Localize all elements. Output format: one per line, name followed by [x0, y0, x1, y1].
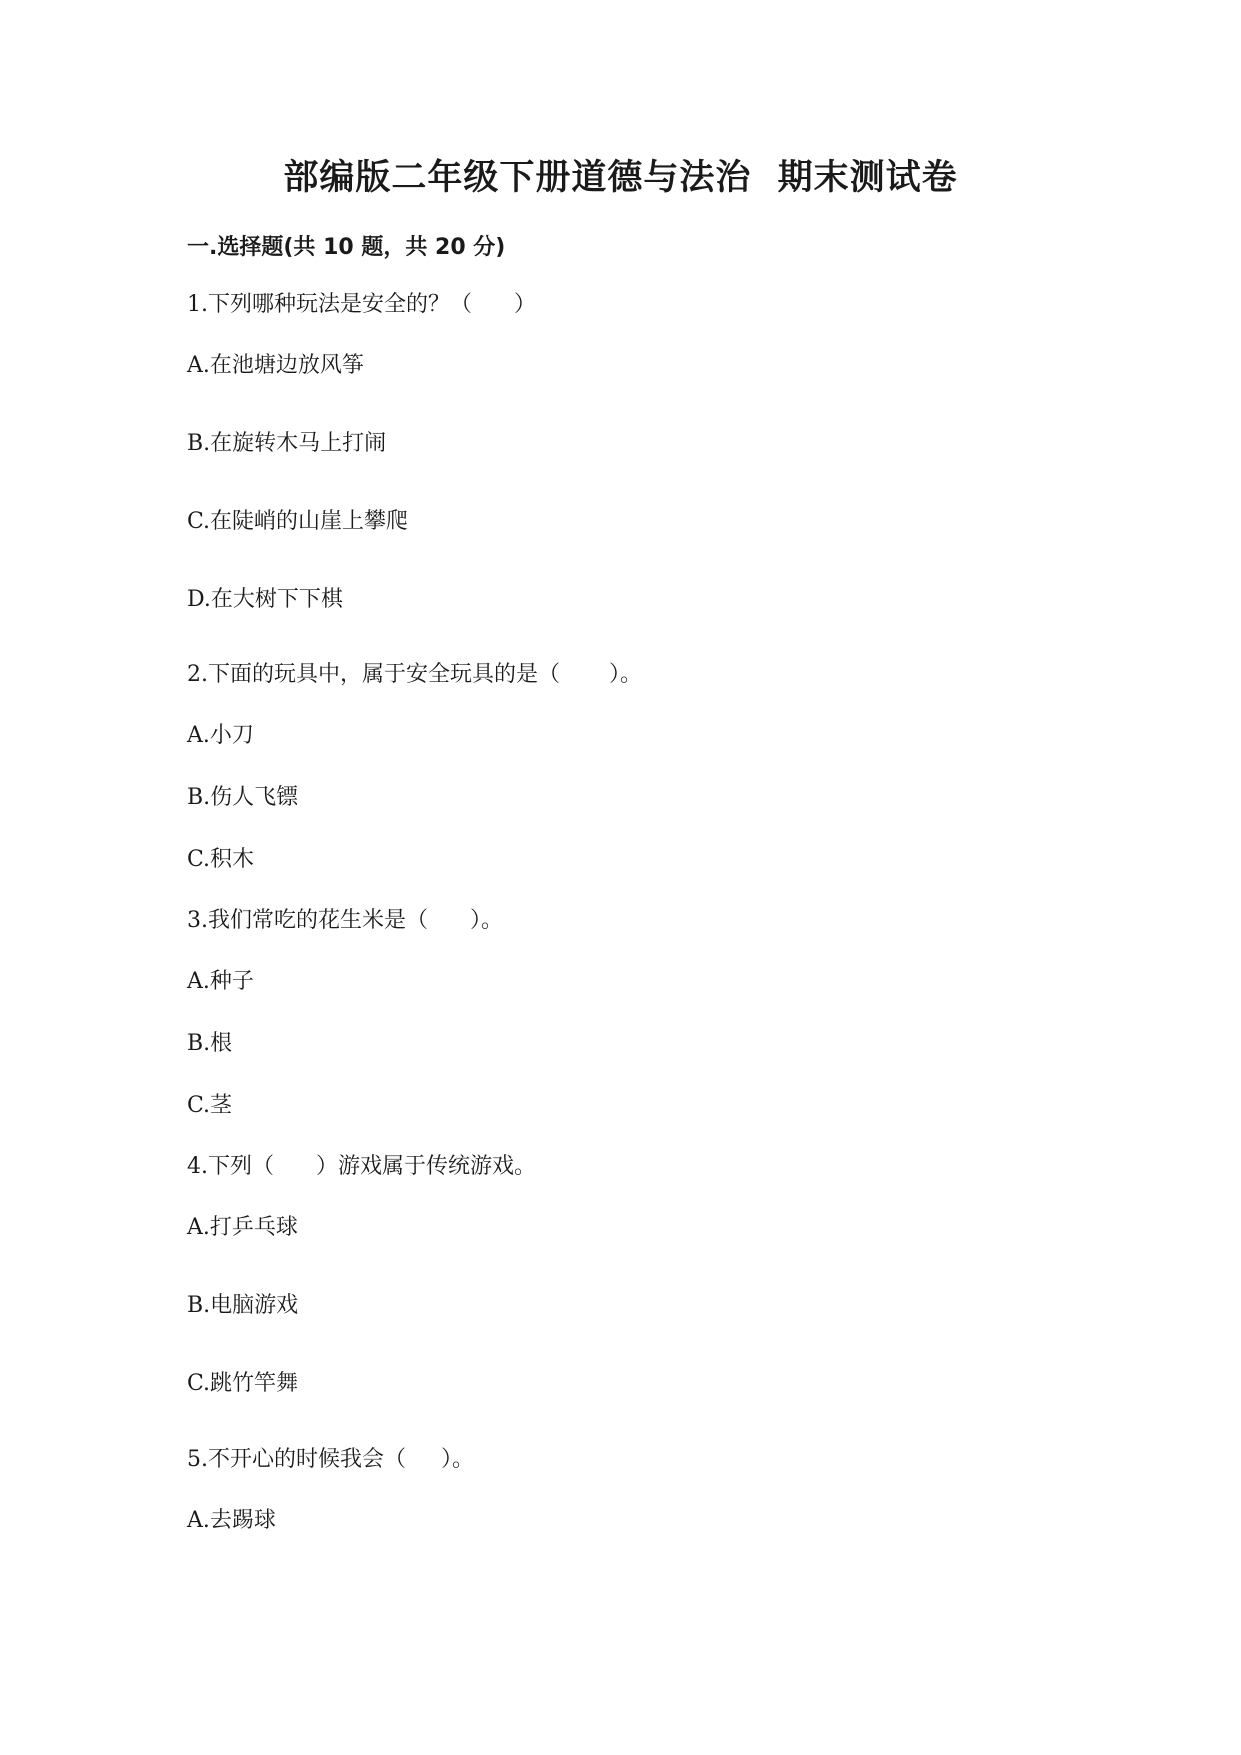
question-2-stem: 2.下面的玩具中，属于安全玩具的是（ ）。 — [187, 662, 642, 687]
question-3-option-c: C.茎 — [187, 1093, 233, 1118]
question-4-stem: 4.下列（ ）游戏属于传统游戏。 — [187, 1154, 536, 1179]
question-4-option-b: B.电脑游戏 — [187, 1293, 299, 1318]
question-5-stem: 5.不开心的时候我会（ ）。 — [187, 1447, 474, 1472]
question-1-option-a: A.在池塘边放风筝 — [187, 353, 364, 378]
question-3-option-a: A.种子 — [187, 969, 254, 994]
question-2-option-c: C.积木 — [187, 847, 255, 872]
question-3-option-b: B.根 — [187, 1031, 233, 1056]
question-1-option-b: B.在旋转木马上打闹 — [187, 431, 387, 456]
section-heading: 一.选择题(共 10 题，共 20 分) — [187, 235, 506, 260]
question-5-option-a: A.去踢球 — [187, 1508, 276, 1533]
question-2-option-b: B.伤人飞镖 — [187, 785, 299, 810]
question-1-stem: 1.下列哪种玩法是安全的？（ ） — [187, 292, 536, 317]
question-4-option-c: C.跳竹竿舞 — [187, 1371, 299, 1396]
question-4-option-a: A.打乒乓球 — [187, 1215, 298, 1240]
question-1-option-d: D.在大树下下棋 — [187, 587, 343, 612]
exam-title: 部编版二年级下册道德与法治 期末测试卷 — [283, 158, 958, 198]
question-1-option-c: C.在陡峭的山崖上攀爬 — [187, 509, 409, 534]
question-2-option-a: A.小刀 — [187, 723, 254, 748]
question-3-stem: 3.我们常吃的花生米是（ ）。 — [187, 908, 503, 933]
